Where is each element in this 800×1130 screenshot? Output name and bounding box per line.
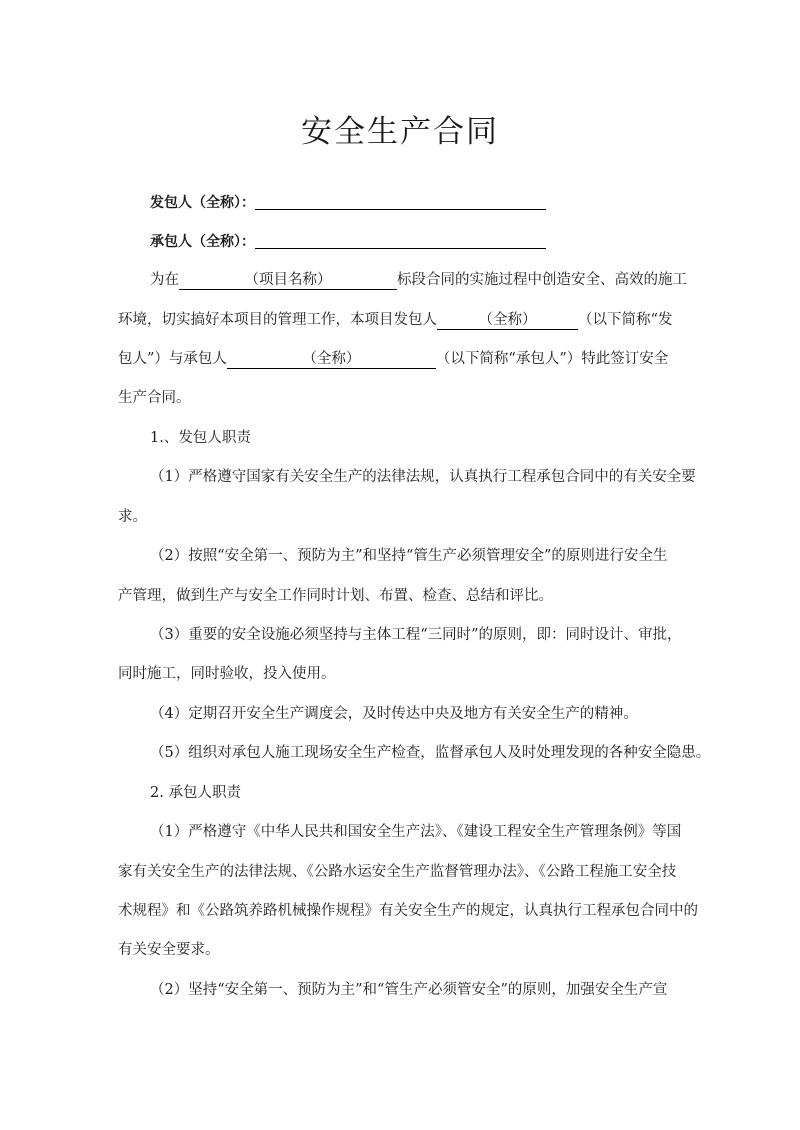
intro-line-1 <box>150 270 687 290</box>
intro-text: （以下简称“承包人”）特此签订安全 <box>435 351 669 367</box>
intro-line-3 <box>118 349 668 369</box>
s1-item1-line2: 求。 <box>118 509 147 525</box>
s2-item1-line2: 家有关安全生产的法律法规、《公路水运安全生产监督管理办法》、《公路工程施工安全技 <box>118 864 677 880</box>
intro-text: （以下简称“发 <box>578 312 673 328</box>
section2-heading: 2. 承包人职责 <box>150 785 241 801</box>
s1-item5: （5）组织对承包人施工现场安全生产检查，监督承包人及时处理发现的各种安全隐患。 <box>150 745 711 761</box>
s1-item4: （4）定期召开安全生产调度会，及时传达中央及地方有关安全生产的精神。 <box>150 706 638 722</box>
s2-item1-line3: 术规程》和《公路筑养路机械操作规程》有关安全生产的规定，认真执行工程承包合同中的 <box>118 903 698 919</box>
intro-text: 包人”）与承包人 <box>118 351 227 367</box>
intro-text: 标段合同的实施过程中创造安全、高效的施工 <box>397 272 687 288</box>
s1-item1-line1: （1）严格遵守国家有关安全生产的法律法规，认真执行工程承包合同中的有关安全要 <box>150 469 696 485</box>
s1-item2-line2: 产管理，做到生产与安全工作同时计划、布置、检查、总结和评比。 <box>118 588 553 604</box>
employer-name-blank <box>255 195 546 210</box>
intro-text: 为在 <box>150 272 179 288</box>
s2-item1-line4: 有关安全要求。 <box>118 942 220 958</box>
s1-item3-line2: 同时施工，同时验收，投入使用。 <box>118 666 336 682</box>
contractor-row <box>150 231 546 252</box>
intro-line-4: 生产合同。 <box>118 390 191 406</box>
contractor-label: 承包人（全称）： <box>150 234 255 250</box>
employer-row <box>150 192 546 213</box>
intro-text: 环境，切实搞好本项目的管理工作，本项目发包人 <box>118 312 437 328</box>
s1-item2-line1: （2）按照“安全第一、预防为主”和坚持“管生产必须管理安全”的原则进行安全生 <box>150 548 668 564</box>
employer-label: 发包人（全称）： <box>150 195 255 211</box>
s1-item3-line1: （3）重要的安全设施必须坚持与主体工程“三同时”的原则，即：同时设计、审批， <box>150 627 682 643</box>
intro-line-2 <box>118 310 672 330</box>
section1-heading: 1.、发包人职责 <box>150 430 251 446</box>
contractor-name-blank <box>255 234 546 249</box>
contractor-fullname-blank: （全称） <box>227 350 436 369</box>
s2-item2-line1: （2）坚持“安全第一、预防为主”和“管生产必须管安全”的原则，加强安全生产宣 <box>150 982 668 998</box>
project-name-blank: （项目名称） <box>179 271 397 290</box>
page-title: 安全生产合同 <box>301 114 499 150</box>
s2-item1-line1: （1）严格遵守《中华人民共和国安全生产法》、《建设工程安全生产管理条例》等国 <box>150 824 682 840</box>
employer-fullname-blank: （全称） <box>437 311 578 330</box>
